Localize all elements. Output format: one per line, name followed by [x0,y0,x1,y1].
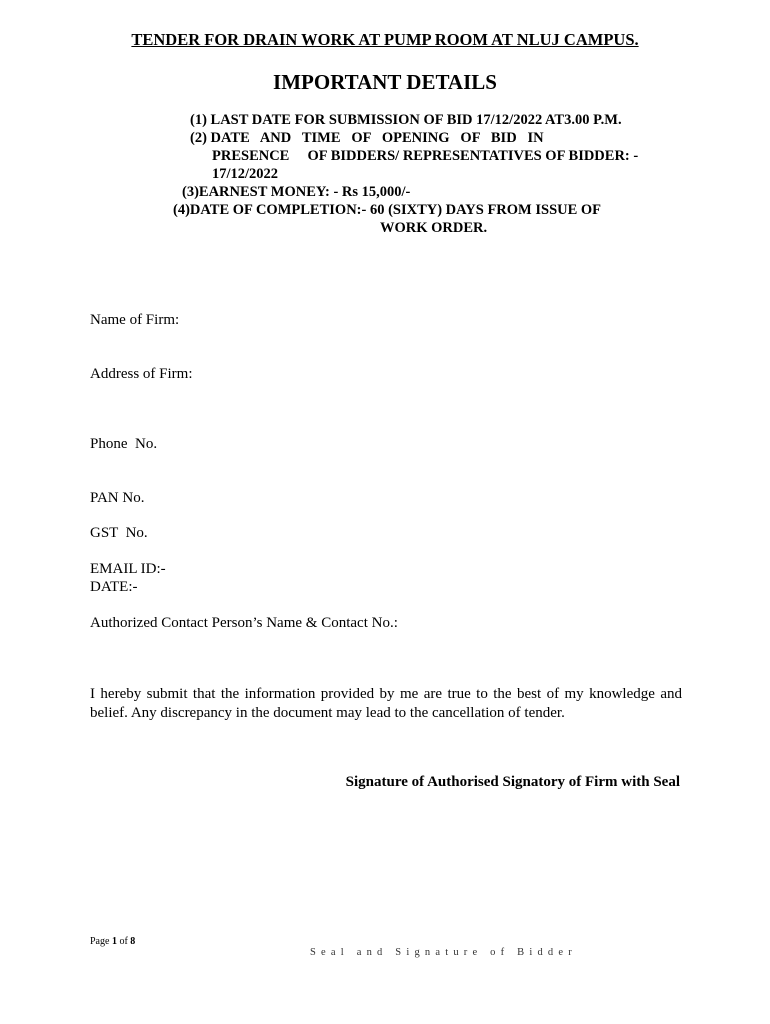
field-email-id: EMAIL ID:- [90,561,166,577]
detail-earnest-money: (3)EARNEST MONEY: - Rs 15,000/- [182,184,411,200]
detail-completion-line1: (4)DATE OF COMPLETION:- 60 (SIXTY) DAYS FROM ISSUE OF [173,202,602,218]
detail-completion-line2: WORK ORDER. [380,220,488,236]
detail-opening-date: 17/12/2022 [212,166,279,182]
important-details-heading: IMPORTANT DETAILS [273,70,497,94]
signature-label: Signature of Authorised Signatory of Firm with Seal [345,774,680,790]
field-phone-no: Phone No. [90,436,158,452]
detail-opening-line2: PRESENCE OF BIDDERS/ REPRESENTATIVES OF BIDDER: - [212,148,639,164]
declaration-paragraph: I hereby submit that the information provided by me are true to the best of my knowledge and belief. Any discrepancy in the document may lead to the cancellation of tender. [90,686,682,721]
page-number [90,936,135,947]
detail-last-date: (1) LAST DATE FOR SUBMISSION OF BID 17/12/2022 AT3.00 P.M. [190,112,622,128]
detail-opening-line1: (2) DATE AND TIME OF OPENING OF BID IN [190,130,544,146]
field-date: DATE:- [90,579,138,595]
footer-seal-signature: Seal and Signature of Bidder [310,947,577,958]
field-pan-no: PAN No. [90,490,145,506]
page-of: of [119,936,128,947]
page-total: 8 [130,936,136,947]
field-address-of-firm: Address of Firm: [90,366,193,382]
page-word: Page [90,936,110,947]
field-contact-person: Authorized Contact Person’s Name & Contact No.: [90,615,398,631]
page-current: 1 [111,936,117,947]
field-gst-no: GST No. [90,525,148,541]
field-name-of-firm: Name of Firm: [90,312,180,328]
document-title: TENDER FOR DRAIN WORK AT PUMP ROOM AT NLUJ CAMPUS. [131,30,639,49]
